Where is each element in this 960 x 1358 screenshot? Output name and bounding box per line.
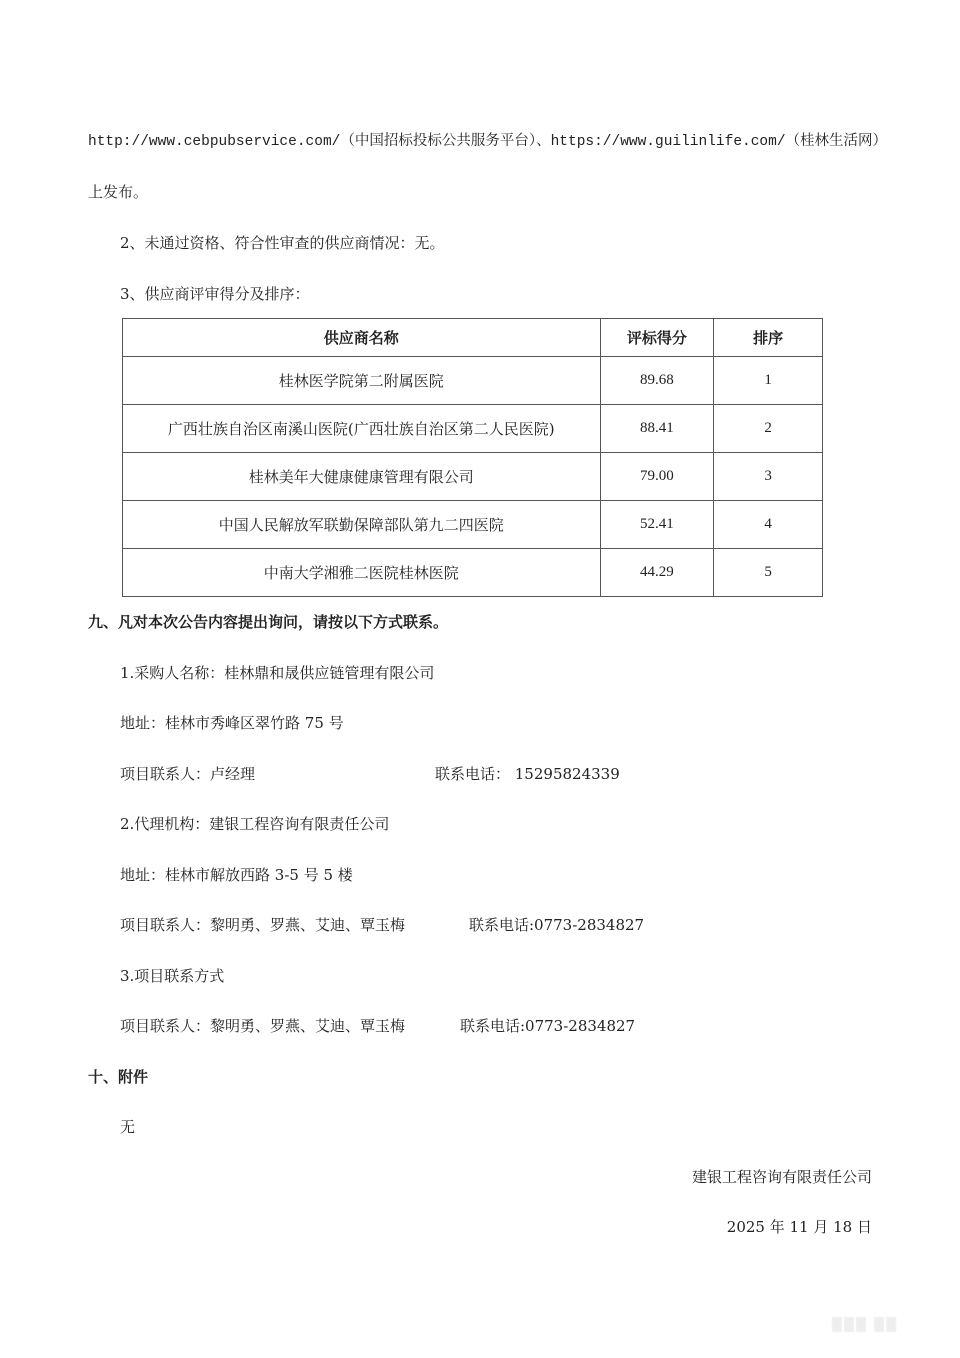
agency-contact: 项目联系人：黎明勇、罗燕、艾迪、覃玉梅 — [120, 916, 406, 934]
review-item-2: 2、未通过资格、符合性审查的供应商情况：无。 — [120, 234, 445, 252]
supplier-name: 中国人民解放军联勤保障部队第九二四医院 — [123, 501, 601, 549]
header-rank: 排序 — [714, 319, 823, 357]
table-row — [123, 453, 823, 501]
supplier-rank: 2 — [714, 405, 823, 453]
supplier-score: 79.00 — [600, 453, 714, 501]
table-header-row — [123, 319, 823, 357]
review-item-3: 3、供应商评审得分及排序： — [120, 285, 310, 303]
header-supplier-name: 供应商名称 — [123, 319, 601, 357]
publication-sites-line: http://www.cebpubservice.com/（中国招标投标公共服务平台）、https://www.guilinlife.com/（桂林生活网） — [88, 134, 888, 150]
supplier-name: 广西壮族自治区南溪山医院(广西壮族自治区第二人民医院) — [123, 405, 601, 453]
supplier-rank: 3 — [714, 453, 823, 501]
project-phone: 联系电话:0773-2834827 — [460, 1017, 636, 1035]
signature-company: 建银工程咨询有限责任公司 — [691, 1168, 872, 1186]
purchaser-contact: 项目联系人：卢经理 — [120, 765, 256, 783]
table-row — [123, 549, 823, 597]
supplier-name: 中南大学湘雅二医院桂林医院 — [123, 549, 601, 597]
supplier-name: 桂林医学院第二附属医院 — [123, 357, 601, 405]
agency-phone: 联系电话:0773-2834827 — [469, 916, 645, 934]
supplier-rank: 1 — [714, 357, 823, 405]
purchaser-phone: 联系电话： 15295824339 — [435, 765, 620, 783]
supplier-rank: 5 — [714, 549, 823, 597]
attachment-content: 无 — [120, 1118, 136, 1136]
section-9-heading: 九、凡对本次公告内容提出询问，请按以下方式联系。 — [88, 613, 449, 631]
purchaser-name: 1.采购人名称：桂林鼎和晟供应链管理有限公司 — [120, 664, 435, 682]
supplier-score: 88.41 — [600, 405, 714, 453]
project-contact: 项目联系人：黎明勇、罗燕、艾迪、覃玉梅 — [120, 1017, 406, 1035]
table-row — [123, 501, 823, 549]
header-score: 评标得分 — [600, 319, 714, 357]
supplier-rank: 4 — [714, 501, 823, 549]
supplier-score: 89.68 — [600, 357, 714, 405]
watermark-logo-icon: ▒▒▒ ▒▒ — [832, 1318, 899, 1333]
supplier-score-table — [122, 318, 823, 597]
agency-name: 2.代理机构：建银工程咨询有限责任公司 — [120, 815, 390, 833]
supplier-score: 44.29 — [600, 549, 714, 597]
agency-address: 地址：桂林市解放西路 3-5 号 5 楼 — [120, 866, 353, 884]
signature-date: 2025 年 11 月 18 日 — [726, 1218, 872, 1236]
project-contact-heading: 3.项目联系方式 — [120, 967, 225, 985]
purchaser-address: 地址：桂林市秀峰区翠竹路 75 号 — [120, 714, 344, 732]
supplier-score: 52.41 — [600, 501, 714, 549]
supplier-name: 桂林美年大健康健康管理有限公司 — [123, 453, 601, 501]
table-row — [123, 357, 823, 405]
publication-suffix: 上发布。 — [88, 183, 149, 201]
section-10-heading: 十、附件 — [88, 1068, 149, 1086]
table-row — [123, 405, 823, 453]
